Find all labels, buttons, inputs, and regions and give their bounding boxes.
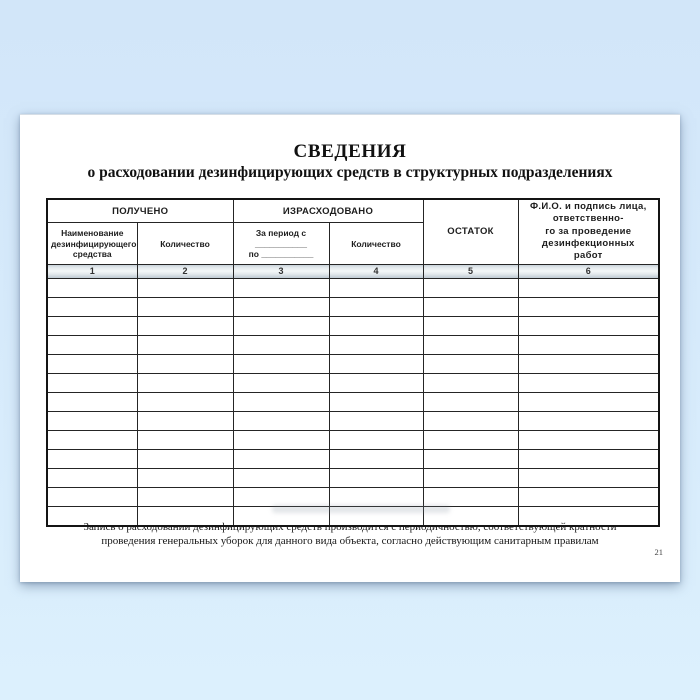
table-row	[47, 450, 659, 469]
table-cell	[47, 488, 137, 507]
table-row	[47, 393, 659, 412]
table-cell	[423, 469, 518, 488]
table-cell	[423, 297, 518, 316]
table-cell	[423, 431, 518, 450]
table-cell	[137, 297, 233, 316]
table-cell	[329, 374, 423, 393]
table-cell	[423, 278, 518, 297]
col-header-responsible-line3: работ	[573, 250, 603, 262]
column-number-4: 4	[329, 264, 423, 278]
table-cell	[137, 335, 233, 354]
table-cell	[47, 412, 137, 431]
table-cell	[233, 278, 329, 297]
table-row	[47, 354, 659, 373]
table-cell	[423, 450, 518, 469]
table-cell	[518, 335, 659, 354]
table-cell	[47, 374, 137, 393]
table-cell	[137, 316, 233, 335]
table-cell	[47, 354, 137, 373]
table-cell	[518, 469, 659, 488]
table-cell	[423, 354, 518, 373]
table-cell	[233, 393, 329, 412]
column-numbers-row	[47, 264, 659, 278]
column-number-5: 5	[423, 264, 518, 278]
table-cell	[423, 393, 518, 412]
group-header-row	[47, 199, 659, 223]
table-cell	[518, 374, 659, 393]
table-cell	[47, 297, 137, 316]
table-cell	[233, 335, 329, 354]
table-cell	[137, 278, 233, 297]
disinfectant-usage-table	[46, 198, 660, 527]
table-cell	[47, 469, 137, 488]
col-group-received: ПОЛУЧЕНО	[47, 199, 233, 223]
table-cell	[518, 431, 659, 450]
table-cell	[137, 450, 233, 469]
table-cell	[47, 316, 137, 335]
table-cell	[137, 374, 233, 393]
table-cell	[137, 393, 233, 412]
table-cell	[233, 412, 329, 431]
col-header-qty-received: Количество	[137, 223, 233, 264]
table-cell	[329, 412, 423, 431]
table-cell	[329, 297, 423, 316]
watermark	[272, 505, 450, 513]
col-header-responsible-line1: Ф.И.О. и подпись лица, ответственно-	[530, 201, 647, 225]
footer-note	[20, 521, 680, 548]
column-number-1: 1	[47, 264, 137, 278]
table-cell	[329, 450, 423, 469]
table-cell	[518, 316, 659, 335]
table-row	[47, 412, 659, 431]
table-cell	[518, 488, 659, 507]
column-number-3: 3	[233, 264, 329, 278]
table-cell	[329, 431, 423, 450]
table-cell	[329, 316, 423, 335]
table-cell	[518, 297, 659, 316]
table-cell	[518, 450, 659, 469]
table-row	[47, 469, 659, 488]
table-cell	[233, 450, 329, 469]
page-title: СВЕДЕНИЯ	[293, 141, 407, 162]
table-cell	[329, 354, 423, 373]
table-cell	[47, 393, 137, 412]
table-cell	[518, 354, 659, 373]
table-row	[47, 278, 659, 297]
col-header-remainder: ОСТАТОК	[423, 199, 518, 264]
table-cell	[423, 316, 518, 335]
table-cell	[329, 335, 423, 354]
table-cell	[47, 431, 137, 450]
col-header-period-line1: За период с ___________	[254, 228, 307, 249]
page-subtitle: о расходовании дезинфицирующих средств в структурных подразделениях	[87, 164, 613, 181]
footer-note-line1: Запись о расходовании дезинфицирующих средств производится с периодичностью, соответствующей кратности	[83, 521, 617, 533]
table-cell	[329, 469, 423, 488]
table-cell	[233, 469, 329, 488]
table-row	[47, 335, 659, 354]
table-cell	[137, 469, 233, 488]
table-cell	[518, 393, 659, 412]
table-cell	[137, 354, 233, 373]
table-row	[47, 374, 659, 393]
table-row	[47, 431, 659, 450]
table-cell	[47, 335, 137, 354]
table-cell	[423, 335, 518, 354]
table-row	[47, 316, 659, 335]
table-cell	[233, 431, 329, 450]
document-page	[20, 114, 680, 582]
table-body	[47, 278, 659, 526]
table-cell	[423, 412, 518, 431]
col-header-period	[233, 223, 329, 264]
col-header-name: Наименование дезинфицирующего средства	[47, 223, 137, 264]
col-header-period-line2: по ___________	[248, 248, 314, 259]
footer-note-line2: проведения генеральных уборок для данного вида объекта, согласно действующим санитарным правилам	[101, 534, 599, 547]
table-cell	[518, 278, 659, 297]
table-cell	[137, 412, 233, 431]
col-header-qty-spent: Количество	[329, 223, 423, 264]
table-cell	[137, 488, 233, 507]
table-cell	[47, 450, 137, 469]
column-number-6: 6	[518, 264, 659, 278]
table-cell	[518, 412, 659, 431]
col-header-responsible-line2: го за проведение дезинфекционных	[541, 225, 635, 250]
col-group-spent: ИЗРАСХОДОВАНО	[233, 199, 423, 223]
col-header-responsible	[518, 199, 659, 264]
table-cell	[233, 297, 329, 316]
table-cell	[233, 354, 329, 373]
table-cell	[329, 393, 423, 412]
table-cell	[423, 374, 518, 393]
table-cell	[233, 316, 329, 335]
column-number-2: 2	[137, 264, 233, 278]
page-number: 21	[654, 547, 663, 557]
table-row	[47, 297, 659, 316]
table-cell	[329, 278, 423, 297]
table-cell	[137, 431, 233, 450]
table-cell	[47, 278, 137, 297]
table-cell	[233, 374, 329, 393]
